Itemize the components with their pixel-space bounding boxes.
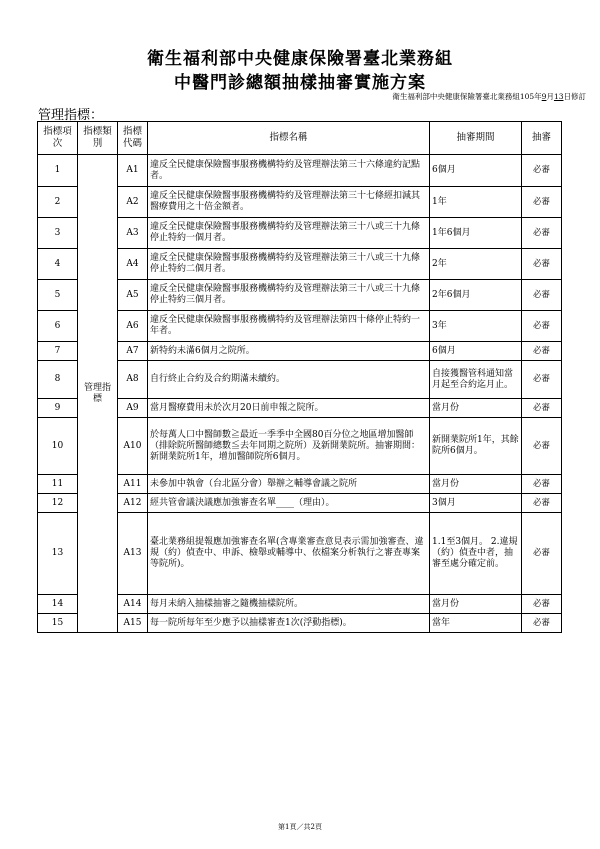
period-cell: 1年6個月 xyxy=(430,218,522,249)
code-cell: A15 xyxy=(118,614,148,633)
period-cell: 2年6個月 xyxy=(430,280,522,311)
item-no-cell: 5 xyxy=(38,280,78,311)
title-line-1: 衛生福利部中央健康保險署臺北業務組 xyxy=(147,49,453,69)
code-cell: A3 xyxy=(118,218,148,249)
code-cell: A12 xyxy=(118,494,148,513)
indicator-name-cell: 臺北業務組提報應加強審查名單(含專業審查意見表示需加強審查、違規（約）偵查中、申訴、檢舉或輔導中、依檔案分析執行之審查專案等院所)。 xyxy=(148,513,430,595)
audit-cell: 必審 xyxy=(522,155,562,187)
code-cell: A1 xyxy=(118,155,148,187)
indicator-name-cell: 違反全民健康保險醫事服務機構特約及管理辦法第三十八或三十九條停止特約三個月者。 xyxy=(148,280,430,311)
audit-cell: 必審 xyxy=(522,475,562,494)
indicator-name-cell: 經共管會議決議應加強審查名單____（理由）。 xyxy=(148,494,430,513)
code-cell: A2 xyxy=(118,187,148,218)
audit-cell: 必審 xyxy=(522,342,562,361)
item-no-cell: 12 xyxy=(38,494,78,513)
indicator-name-cell: 每一院所每年至少應予以抽樣審查1次(浮動指標)。 xyxy=(148,614,430,633)
indicator-name-cell: 新特約未滿6個月之院所。 xyxy=(148,342,430,361)
item-no-cell: 8 xyxy=(38,361,78,399)
period-cell: 當月份 xyxy=(430,475,522,494)
code-cell: A10 xyxy=(118,418,148,475)
code-cell: A13 xyxy=(118,513,148,595)
header-audit: 抽審 xyxy=(522,122,562,155)
indicator-name-cell: 於每萬人口中醫師數≧最近一季季中全國80百分位之地區增加醫師（排除院所醫師總數≦去年同期之院所）及新開業院所。抽審期間：新開業院所1年，增加醫師院所6個月。 xyxy=(148,418,430,475)
indicator-name-cell: 違反全民健康保險醫事服務機構特約及管理辦法第三十八或三十九條停止特約一個月者。 xyxy=(148,218,430,249)
header-code: 指標代碼 xyxy=(118,122,148,155)
period-cell: 當月份 xyxy=(430,399,522,418)
indicator-name-cell: 自行終止合約及合約期滿未續約。 xyxy=(148,361,430,399)
period-cell: 自接獲醫管科通知當月起至合約迄月止。 xyxy=(430,361,522,399)
audit-cell: 必審 xyxy=(522,418,562,475)
indicator-name-cell: 未參加中執會（台北區分會）舉辦之輔導會議之院所 xyxy=(148,475,430,494)
audit-cell: 必審 xyxy=(522,513,562,595)
code-cell: A8 xyxy=(118,361,148,399)
table-header-row xyxy=(38,122,562,155)
period-cell: 新開業院所1年，其餘院所6個月。 xyxy=(430,418,522,475)
item-no-cell: 3 xyxy=(38,218,78,249)
category-cell: 管理指標 xyxy=(78,155,118,633)
period-cell: 1.1至3個月。 2.違規（約）偵查中者，抽審至處分確定前。 xyxy=(430,513,522,595)
item-no-cell: 1 xyxy=(38,155,78,187)
item-no-cell: 7 xyxy=(38,342,78,361)
revision-month-label: 月 xyxy=(546,92,554,101)
period-cell: 當年 xyxy=(430,614,522,633)
item-no-cell: 2 xyxy=(38,187,78,218)
indicator-table xyxy=(37,121,562,633)
item-no-cell: 11 xyxy=(38,475,78,494)
indicator-name-cell: 違反全民健康保險醫事服務機構特約及管理辦法第三十六條違約記點者。 xyxy=(148,155,430,187)
code-cell: A4 xyxy=(118,249,148,280)
item-no-cell: 14 xyxy=(38,595,78,614)
code-cell: A9 xyxy=(118,399,148,418)
indicator-name-cell: 違反全民健康保險醫事服務機構特約及管理辦法第三十八或三十九條停止特約二個月者。 xyxy=(148,249,430,280)
code-cell: A14 xyxy=(118,595,148,614)
audit-cell: 必審 xyxy=(522,280,562,311)
header-category: 指標類別 xyxy=(78,122,118,155)
audit-cell: 必審 xyxy=(522,218,562,249)
audit-cell: 必審 xyxy=(522,361,562,399)
indicator-name-cell: 當月醫療費用未於次月20日前申報之院所。 xyxy=(148,399,430,418)
period-cell: 3個月 xyxy=(430,494,522,513)
revision-day: 13 xyxy=(553,92,564,101)
table-row xyxy=(38,155,562,187)
audit-cell: 必審 xyxy=(522,614,562,633)
period-cell: 6個月 xyxy=(430,342,522,361)
audit-cell: 必審 xyxy=(522,399,562,418)
item-no-cell: 9 xyxy=(38,399,78,418)
code-cell: A7 xyxy=(118,342,148,361)
period-cell: 3年 xyxy=(430,311,522,342)
title-line-2: 中醫門診總額抽樣抽審實施方案 xyxy=(174,73,426,93)
audit-cell: 必審 xyxy=(522,249,562,280)
header-period: 抽審期間 xyxy=(430,122,522,155)
audit-cell: 必審 xyxy=(522,187,562,218)
audit-cell: 必審 xyxy=(522,595,562,614)
audit-cell: 必審 xyxy=(522,311,562,342)
period-cell: 1年 xyxy=(430,187,522,218)
header-name: 指標名稱 xyxy=(148,122,430,155)
revision-month: 9 xyxy=(541,92,547,101)
item-no-cell: 13 xyxy=(38,513,78,595)
indicator-name-cell: 違反全民健康保險醫事服務機構特約及管理辦法第三十七條經扣減其醫療費用之十倍金額者。 xyxy=(148,187,430,218)
item-no-cell: 6 xyxy=(38,311,78,342)
code-cell: A5 xyxy=(118,280,148,311)
table-body xyxy=(38,155,562,633)
revision-note xyxy=(392,91,586,102)
code-cell: A6 xyxy=(118,311,148,342)
item-no-cell: 4 xyxy=(38,249,78,280)
header-item-no: 指標項次 xyxy=(38,122,78,155)
revision-suffix: 日修訂 xyxy=(563,92,586,101)
code-cell: A11 xyxy=(118,475,148,494)
item-no-cell: 10 xyxy=(38,418,78,475)
item-no-cell: 15 xyxy=(38,614,78,633)
audit-cell: 必審 xyxy=(522,494,562,513)
section-label: 管理指標： xyxy=(38,108,104,123)
period-cell: 6個月 xyxy=(430,155,522,187)
indicator-name-cell: 每月未納入抽樣抽審之隨機抽樣院所。 xyxy=(148,595,430,614)
period-cell: 2年 xyxy=(430,249,522,280)
period-cell: 當月份 xyxy=(430,595,522,614)
page-footer: 第1頁／共2頁 xyxy=(278,823,322,831)
revision-prefix: 衛生福利部中央健康保險署臺北業務組105年 xyxy=(392,92,542,101)
indicator-name-cell: 違反全民健康保險醫事服務機構特約及管理辦法第四十條停止特約一年者。 xyxy=(148,311,430,342)
